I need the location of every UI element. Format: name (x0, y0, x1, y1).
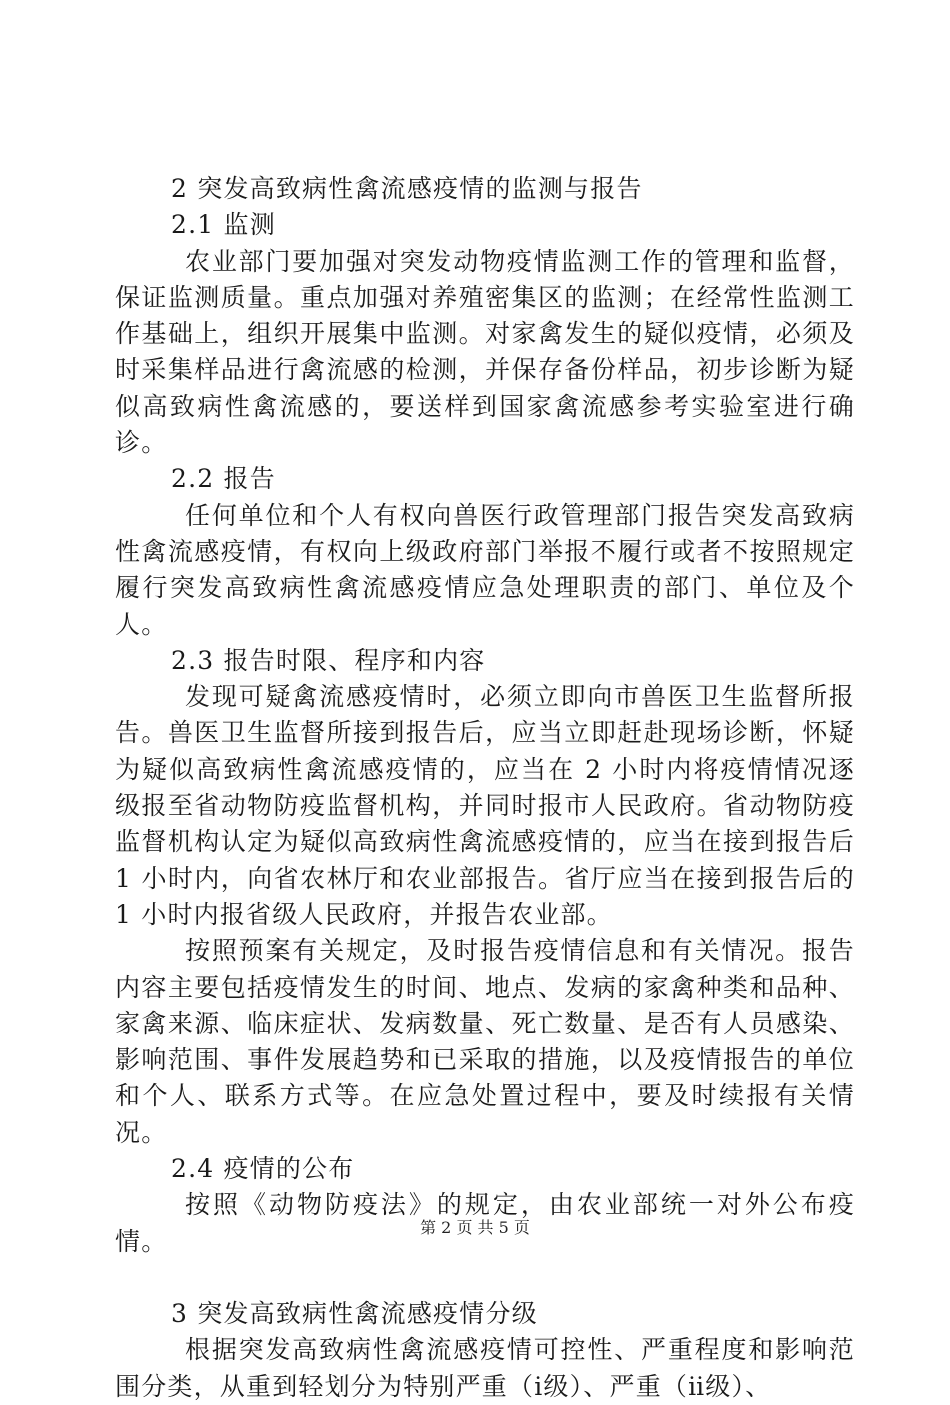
subsection-2-3-heading: 2.3 报告时限、程序和内容 (171, 645, 486, 675)
subsection-2-1-heading: 2.1 监测 (171, 210, 276, 240)
section-3-heading: 3 突发高致病性禽流感疫情分级 (171, 1298, 538, 1328)
paragraph-2-4: 按照《动物防疫法》的规定，由农业部统一对外公布疫情。 (115, 1190, 855, 1256)
paragraph-2-1: 农业部门要加强对突发动物疫情监测工作的管理和监督，保证监测质量。重点加强对养殖密集区的监测；在经常性监测工作基础上，组织开展集中监测。对家禽发生的疑似疫情，必须及时采集样品进行禽流感的检测，并保存备份样品，初步诊断为疑似高致病性禽流感的，要送样到国家禽流感参考实验室进行确诊。 (115, 246, 855, 458)
paragraph-2-3-b: 按照预案有关规定，及时报告疫情信息和有关情况。报告内容主要包括疫情发生的时间、地点、发病的家禽种类和品种、家禽来源、临床症状、发病数量、死亡数量、是否有人员感染、影响范围、事件发展趋势和已采取的措施，以及疫情报告的单位和个人、联系方式等。在应急处置过程中，要及时续报有关情况。 (115, 936, 855, 1147)
subsection-2-4-heading: 2.4 疫情的公布 (171, 1154, 355, 1184)
paragraph-2-2: 任何单位和个人有权向兽医行政管理部门报告突发高致病性禽流感疫情，有权向上级政府部门举报不履行或者不按照规定履行突发高致病性禽流感疫情应急处理职责的部门、单位及个人。 (115, 500, 855, 639)
paragraph-2-3-a: 发现可疑禽流感疫情时，必须立即向市兽医卫生监督所报告。兽医卫生监督所接到报告后，应当立即赶赴现场诊断，怀疑为疑似高致病性禽流感疫情的，应当在 2 小时内将疫情情况逐级报至省动物防疫监督机构，并同时报市人民政府。省动物防疫监督机构认定为疑似高致病性禽流感疫情的，应当在接到报告后 1 小时内，向省农林厅和农业部报告。省厅应当在接到报告后的 1 小时内报省级人民政府，并报告农业部。 (115, 682, 855, 929)
page-footer: 第 2 页 共 5 页 (420, 1218, 530, 1237)
section-2-heading: 2 突发高致病性禽流感疫情的监测与报告 (171, 174, 643, 203)
subsection-2-2-heading: 2.2 报告 (171, 464, 276, 494)
section-gap (115, 1260, 855, 1296)
paragraph-3: 根据突发高致病性禽流感疫情可控性、严重程度和影响范围分类，从重到轻划分为特别严重（ⅰ级）、严重（ⅱ级）、 (115, 1335, 855, 1401)
